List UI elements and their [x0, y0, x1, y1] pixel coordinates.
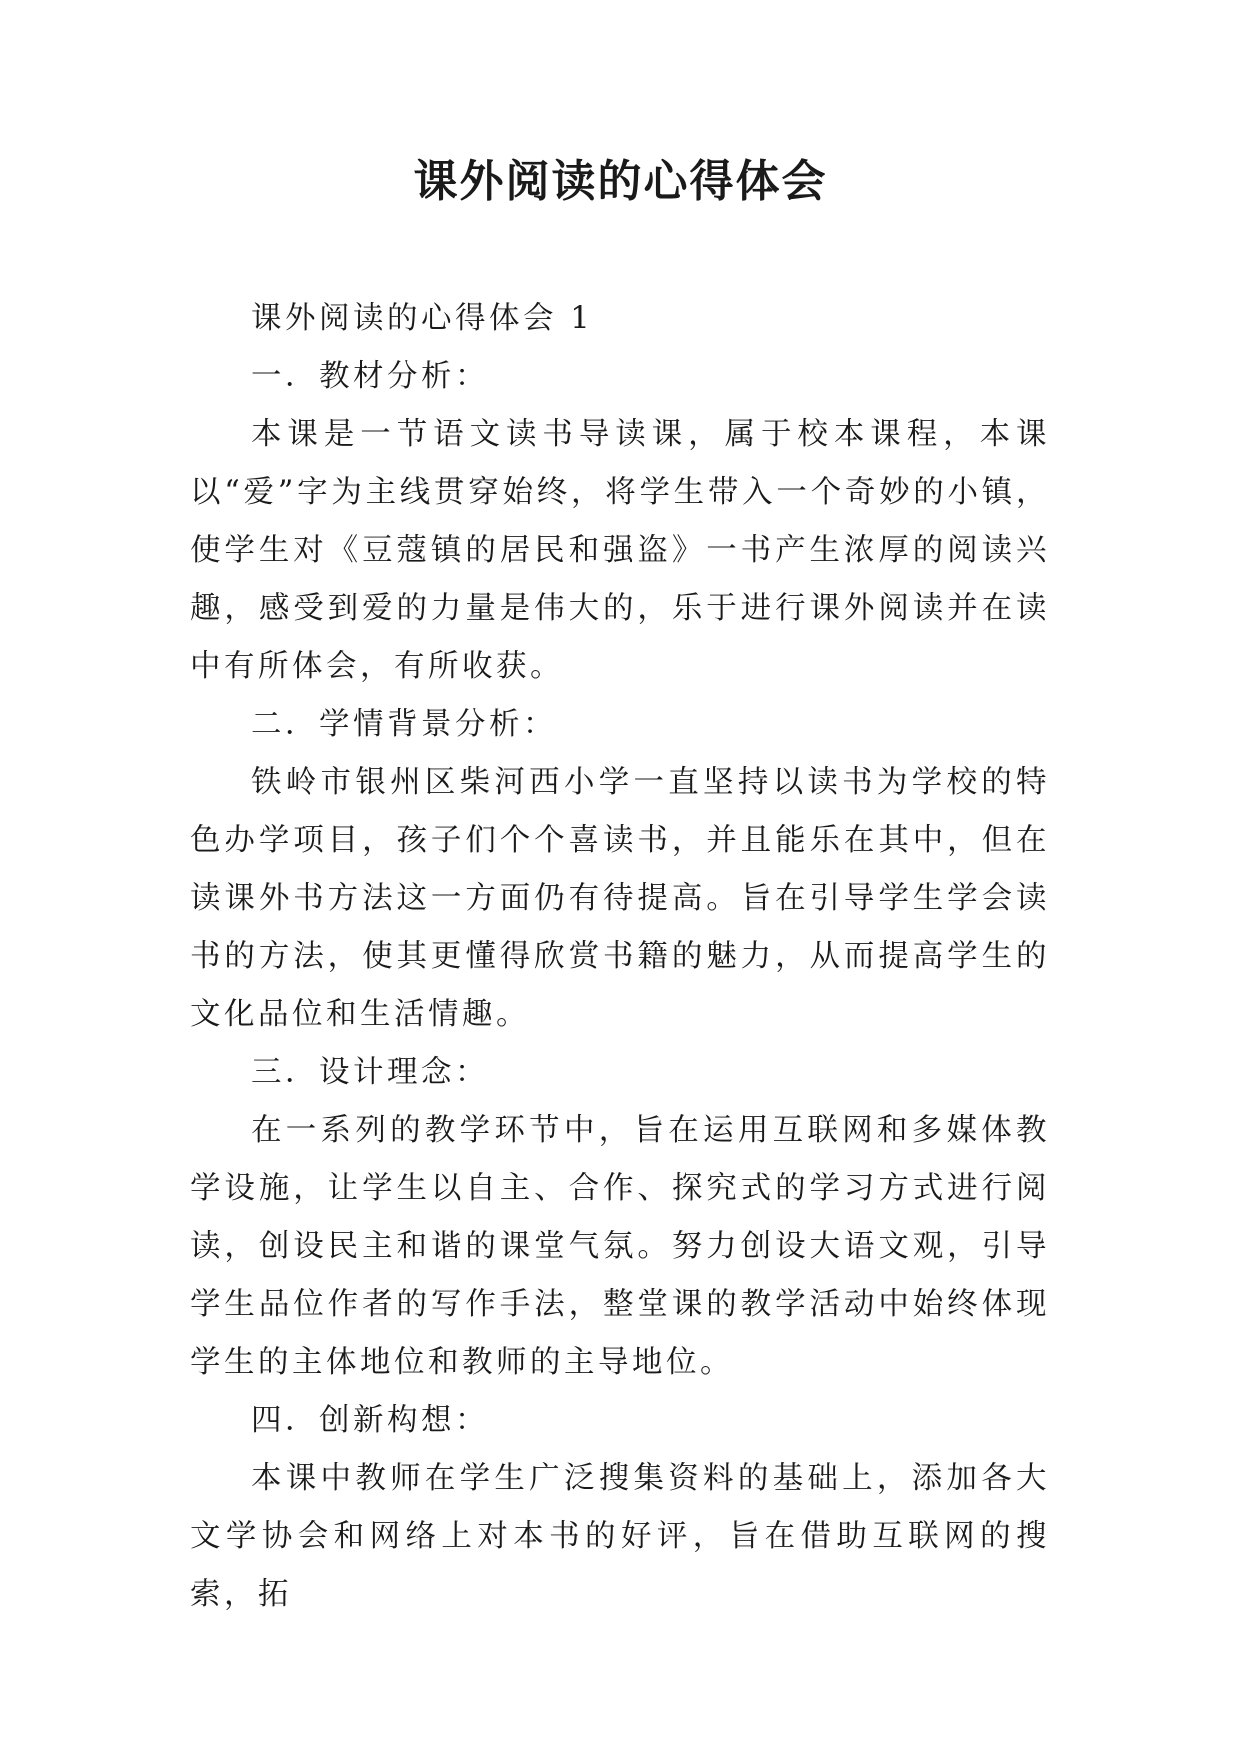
paragraph: 本课是一节语文读书导读课，属于校本课程，本课以“爱”字为主线贯穿始终，将学生带入一个奇妙的小镇，使学生对《豆蔻镇的居民和强盗》一书产生浓厚的阅读兴趣，感受到爱的力量是伟大的，乐于进行课外阅读并在读中有所体会，有所收获。 [190, 417, 1050, 684]
subsection-heading: 三．设计理念： [251, 1055, 489, 1090]
subsection-heading: 二．学情背景分析： [251, 707, 557, 742]
subsection-heading: 一．教材分析： [251, 359, 489, 394]
document-title: 课外阅读的心得体会 [413, 156, 828, 207]
subsection-heading: 四．创新构想： [251, 1403, 489, 1438]
paragraph: 本课中教师在学生广泛搜集资料的基础上，添加各大文学协会和网络上对本书的好评，旨在借助互联网的搜索，拓 [190, 1461, 1050, 1612]
section-heading: 课外阅读的心得体会 1 [251, 301, 594, 336]
paragraph: 在一系列的教学环节中，旨在运用互联网和多媒体教学设施，让学生以自主、合作、探究式的学习方式进行阅读，创设民主和谐的课堂气氛。努力创设大语文观，引导学生品位作者的写作手法，整堂课的教学活动中始终体现学生的主体地位和教师的主导地位。 [190, 1113, 1050, 1380]
paragraph: 铁岭市银州区柴河西小学一直坚持以读书为学校的特色办学项目，孩子们个个喜读书，并且能乐在其中，但在读课外书方法这一方面仍有待提高。旨在引导学生学会读书的方法，使其更懂得欣赏书籍的魅力，从而提高学生的文化品位和生活情趣。 [190, 765, 1050, 1032]
document-body [190, 290, 1050, 1624]
